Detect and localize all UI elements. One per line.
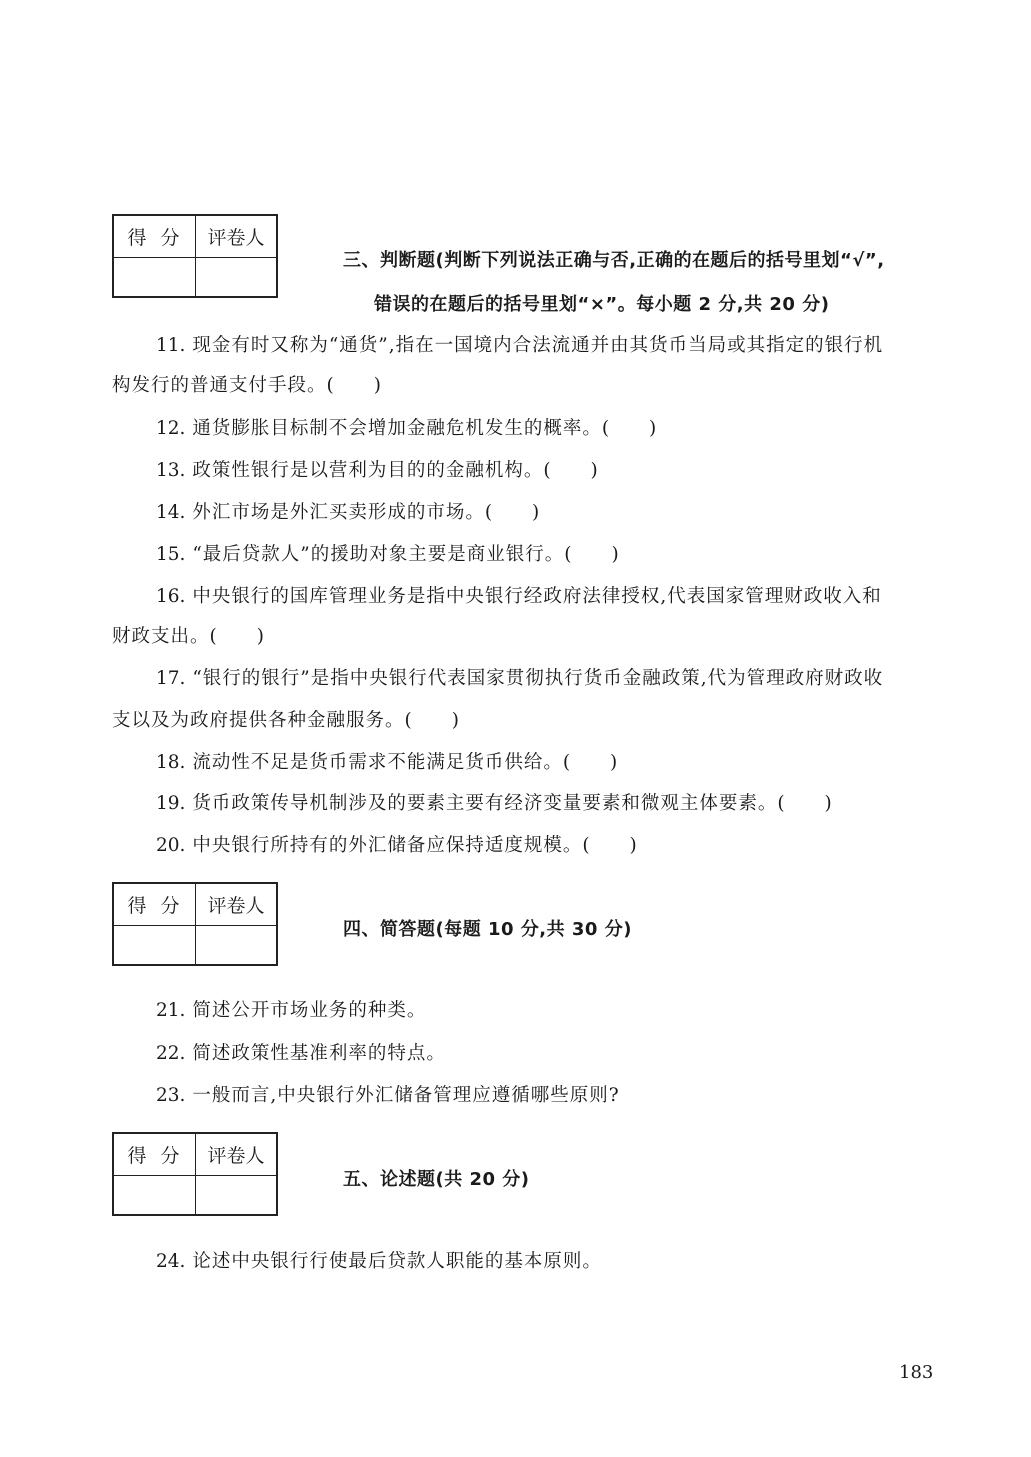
score-label: 得分 (114, 216, 196, 258)
score-box-section4 (112, 882, 278, 966)
score-box-section3 (112, 214, 278, 298)
question-19: 19. 货币政策传导机制涉及的要素主要有经济变量要素和微观主体要素。( ) (156, 793, 833, 814)
score-label: 得分 (114, 884, 196, 926)
grader-label: 评卷人 (196, 1134, 276, 1176)
question-11: 11. 现金有时又称为“通货”,指在一国境内合法流通并由其货币当局或其指定的银行机 (156, 335, 884, 356)
question-24: 24. 论述中央银行行使最后贷款人职能的基本原则。 (156, 1251, 602, 1272)
grader-label: 评卷人 (196, 884, 276, 926)
question-21: 21. 简述公开市场业务的种类。 (156, 1000, 427, 1021)
question-11-cont: 构发行的普通支付手段。( ) (112, 375, 382, 396)
section5-title: 五、论述题(共 20 分) (343, 1169, 530, 1190)
question-15: 15. “最后贷款人”的援助对象主要是商业银行。( ) (156, 544, 620, 565)
question-17-cont: 支以及为政府提供各种金融服务。( ) (112, 710, 460, 731)
score-cell[interactable] (114, 1176, 196, 1214)
section3-title-line2: 错误的在题后的括号里划“×”。每小题 2 分,共 20 分) (374, 294, 830, 315)
score-cell[interactable] (114, 926, 196, 964)
grader-cell[interactable] (196, 1176, 276, 1214)
question-12: 12. 通货膨胀目标制不会增加金融危机发生的概率。( ) (156, 418, 658, 439)
question-20: 20. 中央银行所持有的外汇储备应保持适度规模。( ) (156, 835, 638, 856)
question-14: 14. 外汇市场是外汇买卖形成的市场。( ) (156, 502, 541, 523)
score-label: 得分 (114, 1134, 196, 1176)
question-16-cont: 财政支出。( ) (112, 626, 265, 647)
question-16: 16. 中央银行的国库管理业务是指中央银行经政府法律授权,代表国家管理财政收入和 (156, 586, 882, 607)
question-23: 23. 一般而言,中央银行外汇储备管理应遵循哪些原则? (156, 1085, 620, 1106)
score-cell[interactable] (114, 258, 196, 296)
question-17: 17. “银行的银行”是指中央银行代表国家贯彻执行货币金融政策,代为管理政府财政收 (156, 668, 884, 689)
grader-label: 评卷人 (196, 216, 276, 258)
section4-title: 四、简答题(每题 10 分,共 30 分) (343, 919, 632, 940)
page-number: 183 (899, 1362, 934, 1383)
grader-cell[interactable] (196, 258, 276, 296)
score-box-section5 (112, 1132, 278, 1216)
question-18: 18. 流动性不足是货币需求不能满足货币供给。( ) (156, 752, 619, 773)
question-13: 13. 政策性银行是以营利为目的的金融机构。( ) (156, 460, 599, 481)
section3-title-line1: 三、判断题(判断下列说法正确与否,正确的在题后的括号里划“√”, (343, 250, 885, 271)
grader-cell[interactable] (196, 926, 276, 964)
question-22: 22. 简述政策性基准利率的特点。 (156, 1043, 446, 1064)
